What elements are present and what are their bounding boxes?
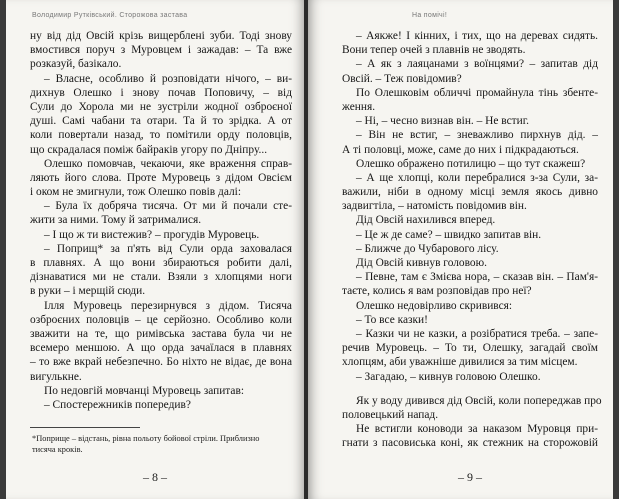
text-line: – Це ж де саме? – швидко запитав він. — [356, 228, 542, 241]
text-line: зважити на те, що римівська застава була чи не — [30, 327, 292, 340]
text-line: що скрадалася поміж байраків угору по Дніпру... — [30, 143, 268, 156]
text-line: дихнув Олешко і знову почав Поповичу, – від — [30, 86, 292, 99]
text-line: ляють його слова. Проте Муровець з дідом Овсієм — [30, 171, 292, 184]
footnote-divider — [30, 427, 140, 428]
text-line: Овсій. – Теж повідомив? — [342, 72, 462, 85]
text-line: – Ближче до Чубарового лісу. — [356, 242, 499, 255]
text-line: А ті половці, може, саме до них і підкрадаються. — [342, 143, 579, 156]
text-line: душі. Самі чабани та отари. Та й то зрідка. А от — [30, 115, 292, 128]
text-line: По недовгій мовчанці Муровець запитав: — [44, 384, 245, 397]
text-line: – Казки чи не казки, а розібратися треба. – запе- — [356, 327, 598, 340]
text-line: – Поприщ* за п'ять від Сули орда заховалася — [44, 242, 292, 255]
right-page — [308, 0, 613, 499]
section-break — [342, 384, 598, 394]
text-line: озброєних половців – це серйозно. Особливо коли — [30, 313, 292, 326]
page-number-right: – 9 – — [458, 470, 482, 484]
text-line: важили, ніби в одному місці земля якось дивно — [342, 186, 598, 199]
text-line: коли повертали назад, то помітили орду половців, — [30, 129, 292, 142]
text-line: задвигтіла, – натомість повідомив він. — [342, 200, 527, 213]
text-line: хлопцям, аби уважніше дивилися за тим місцем. — [342, 356, 578, 369]
running-head-right: На помічі! — [412, 12, 448, 19]
text-line: – Певне, там є Змієва нора, – сказав він. – Пам'я- — [356, 271, 598, 284]
text-line: Ілля Муровець перезирнувся з дідом. Тисяча — [44, 299, 292, 312]
text-line: дізнаватися ми не стали. Взяли з хлопцями ноги — [30, 271, 292, 284]
text-line: половецький напад. — [342, 408, 439, 421]
text-line: – А як з лаяцанами з воїнцями? – запитав дід — [356, 58, 598, 71]
text-line: Не встигли коноводи за наказом Муровця при- — [356, 423, 598, 436]
text-line: – Була їх добряча тисяча. От ми й почали сте- — [44, 200, 292, 213]
text-line: – Загадаю, – кивнув головою Олешко. — [356, 370, 541, 383]
text-line: – Ні, – чесно визнав він. – Не встиг. — [356, 115, 529, 128]
text-line: вмостився поруч з Муровцем і зажадав: – Та вже — [30, 44, 292, 57]
text-line: – Власне, особливо й розповідати нічого, – ви- — [44, 72, 292, 85]
text-line: Дід Овсій кивнув головою. — [356, 257, 487, 269]
text-line: Сули до Хорола ми не зустріли жодної озброєної — [30, 100, 292, 113]
text-line: – Спостережників попередив? — [44, 398, 191, 411]
footnote-line: тисяча кроків. — [32, 445, 83, 454]
text-line: речив Муровець. – То ти, Олешку, загадай своїм — [342, 342, 598, 355]
text-line: таєте, колись я вам розповідав про неї? — [342, 285, 532, 298]
left-page-body — [30, 29, 292, 412]
text-line: ну від дід Овсій крізь вищерблені зуби. Тоді знову — [30, 30, 292, 42]
text-line: По Олешковім обличчі промайнула тінь збенте- — [356, 86, 598, 99]
text-line: – Він не встиг, – зневажливо пирхнув дід. – — [356, 129, 598, 142]
text-line: – А ще хлопці, коли перебралися з-за Сули, за- — [356, 171, 598, 184]
text-line: і оком не змигнули, тож Олешко повів далі: — [30, 186, 241, 199]
text-line: Як у воду дивився дід Овсій, коли попереджав про — [356, 394, 602, 407]
text-line: жити за ними. Тому й затрималися. — [30, 214, 202, 227]
text-line: – То все казки! — [356, 313, 428, 326]
footnote-line: *Поприще – відстань, рівна польоту бойової стріли. Приблизно — [32, 434, 260, 443]
text-line: Олешко ображено потилицю – що тут скажеш? — [356, 157, 586, 170]
text-line: розказуй, базікало. — [30, 58, 122, 71]
text-line: в руки – і мерщій сюди. — [30, 285, 146, 298]
text-line: гнати з пасовиська коні, як стежник на сторожовій — [342, 437, 598, 450]
text-line: всемеро меншою. А що орда зачаїлася в плавнях — [30, 342, 292, 355]
text-line: в плавнях. А що вони збираються робити далі, — [30, 257, 292, 269]
text-line: – І що ж ти вистежив? – прогудів Муровець. — [44, 228, 260, 241]
left-page — [6, 0, 305, 499]
running-head-left: Володимир Рутківський. Сторожова застава — [32, 12, 188, 19]
page-number-left: – 8 – — [143, 470, 167, 484]
text-line: Олешко помовчав, чекаючи, яке враження справ- — [44, 157, 292, 170]
text-line: вигулькне. — [30, 370, 82, 383]
text-line: Вони тепер очей з плавнів не зводять. — [342, 44, 526, 57]
text-line: ження. — [342, 100, 376, 113]
right-page-body — [342, 29, 602, 450]
text-line: Олешко недовірливо скривився: — [356, 299, 513, 312]
text-line: – то вже вкрай небезпечно. Бо ніхто не відає, де вона — [30, 356, 292, 369]
text-line: Дід Овсій нахилився вперед. — [356, 214, 496, 227]
footnote — [32, 433, 290, 455]
text-line: – Аякже! І кінних, і тих, що на деревах сидять. — [356, 30, 598, 42]
